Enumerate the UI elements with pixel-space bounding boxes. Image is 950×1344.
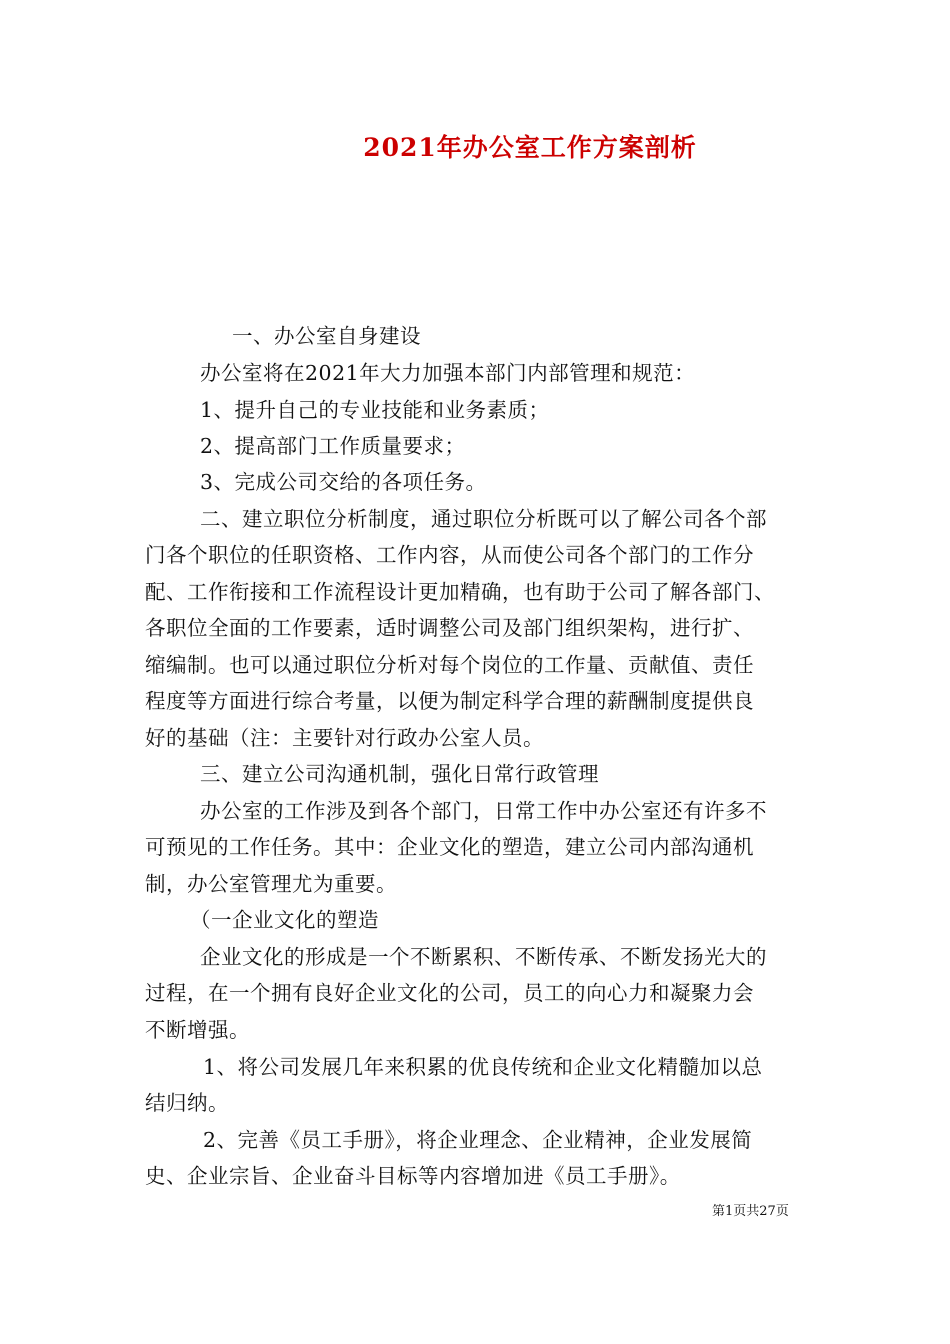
paragraph-line: 过程，在一个拥有良好企业文化的公司，员工的向心力和凝聚力会 — [145, 981, 754, 1005]
paragraph-line: 不断增强。 — [145, 1018, 250, 1042]
section-heading-3: 三、建立公司沟通机制，强化日常行政管理 — [200, 762, 599, 786]
paragraph-line: 结归纳。 — [145, 1091, 229, 1115]
paragraph-line: 好的基础（注：主要针对行政办公室人员。 — [145, 726, 544, 750]
list-item: 2、完善《员工手册》，将企业理念、企业精神，企业发展简 — [203, 1128, 753, 1152]
paragraph-line: 可预见的工作任务。其中：企业文化的塑造，建立公司内部沟通机 — [145, 835, 754, 859]
paragraph-line: 配、工作衔接和工作流程设计更加精确，也有助于公司了解各部门、 — [145, 580, 775, 604]
paragraph-line: 办公室将在2021年大力加强本部门内部管理和规范： — [200, 361, 696, 385]
paragraph-line: 门各个职位的任职资格、工作内容，从而使公司各个部门的工作分 — [145, 543, 754, 567]
page-number: 第1页共27页 — [712, 1204, 789, 1219]
list-item: 2、提高部门工作质量要求； — [200, 434, 466, 458]
subsection-heading: （一企业文化的塑造 — [190, 908, 379, 932]
list-item: 1、提升自己的专业技能和业务素质； — [200, 398, 550, 422]
paragraph-line: 缩编制。也可以通过职位分析对每个岗位的工作量、贡献值、责任 — [145, 653, 754, 677]
paragraph-line: 制，办公室管理尤为重要。 — [145, 872, 397, 896]
paragraph-line: 史、企业宗旨、企业奋斗目标等内容增加进《员工手册》。 — [145, 1164, 681, 1188]
paragraph-line: 企业文化的形成是一个不断累积、不断传承、不断发扬光大的 — [200, 945, 767, 969]
document-title: 2021年办公室工作方案剖析 — [363, 133, 697, 162]
paragraph-line: 办公室的工作涉及到各个部门，日常工作中办公室还有许多不 — [200, 799, 767, 823]
section-heading-2: 二、建立职位分析制度，通过职位分析既可以了解公司各个部 — [200, 507, 767, 531]
paragraph-line: 程度等方面进行综合考量，以便为制定科学合理的薪酬制度提供良 — [145, 689, 754, 713]
paragraph-line: 各职位全面的工作要素，适时调整公司及部门组织架构，进行扩、 — [145, 616, 754, 640]
list-item: 1、将公司发展几年来积累的优良传统和企业文化精髓加以总 — [203, 1055, 763, 1079]
section-heading-1: 一、办公室自身建设 — [232, 324, 421, 348]
list-item: 3、完成公司交给的各项任务。 — [200, 470, 487, 494]
